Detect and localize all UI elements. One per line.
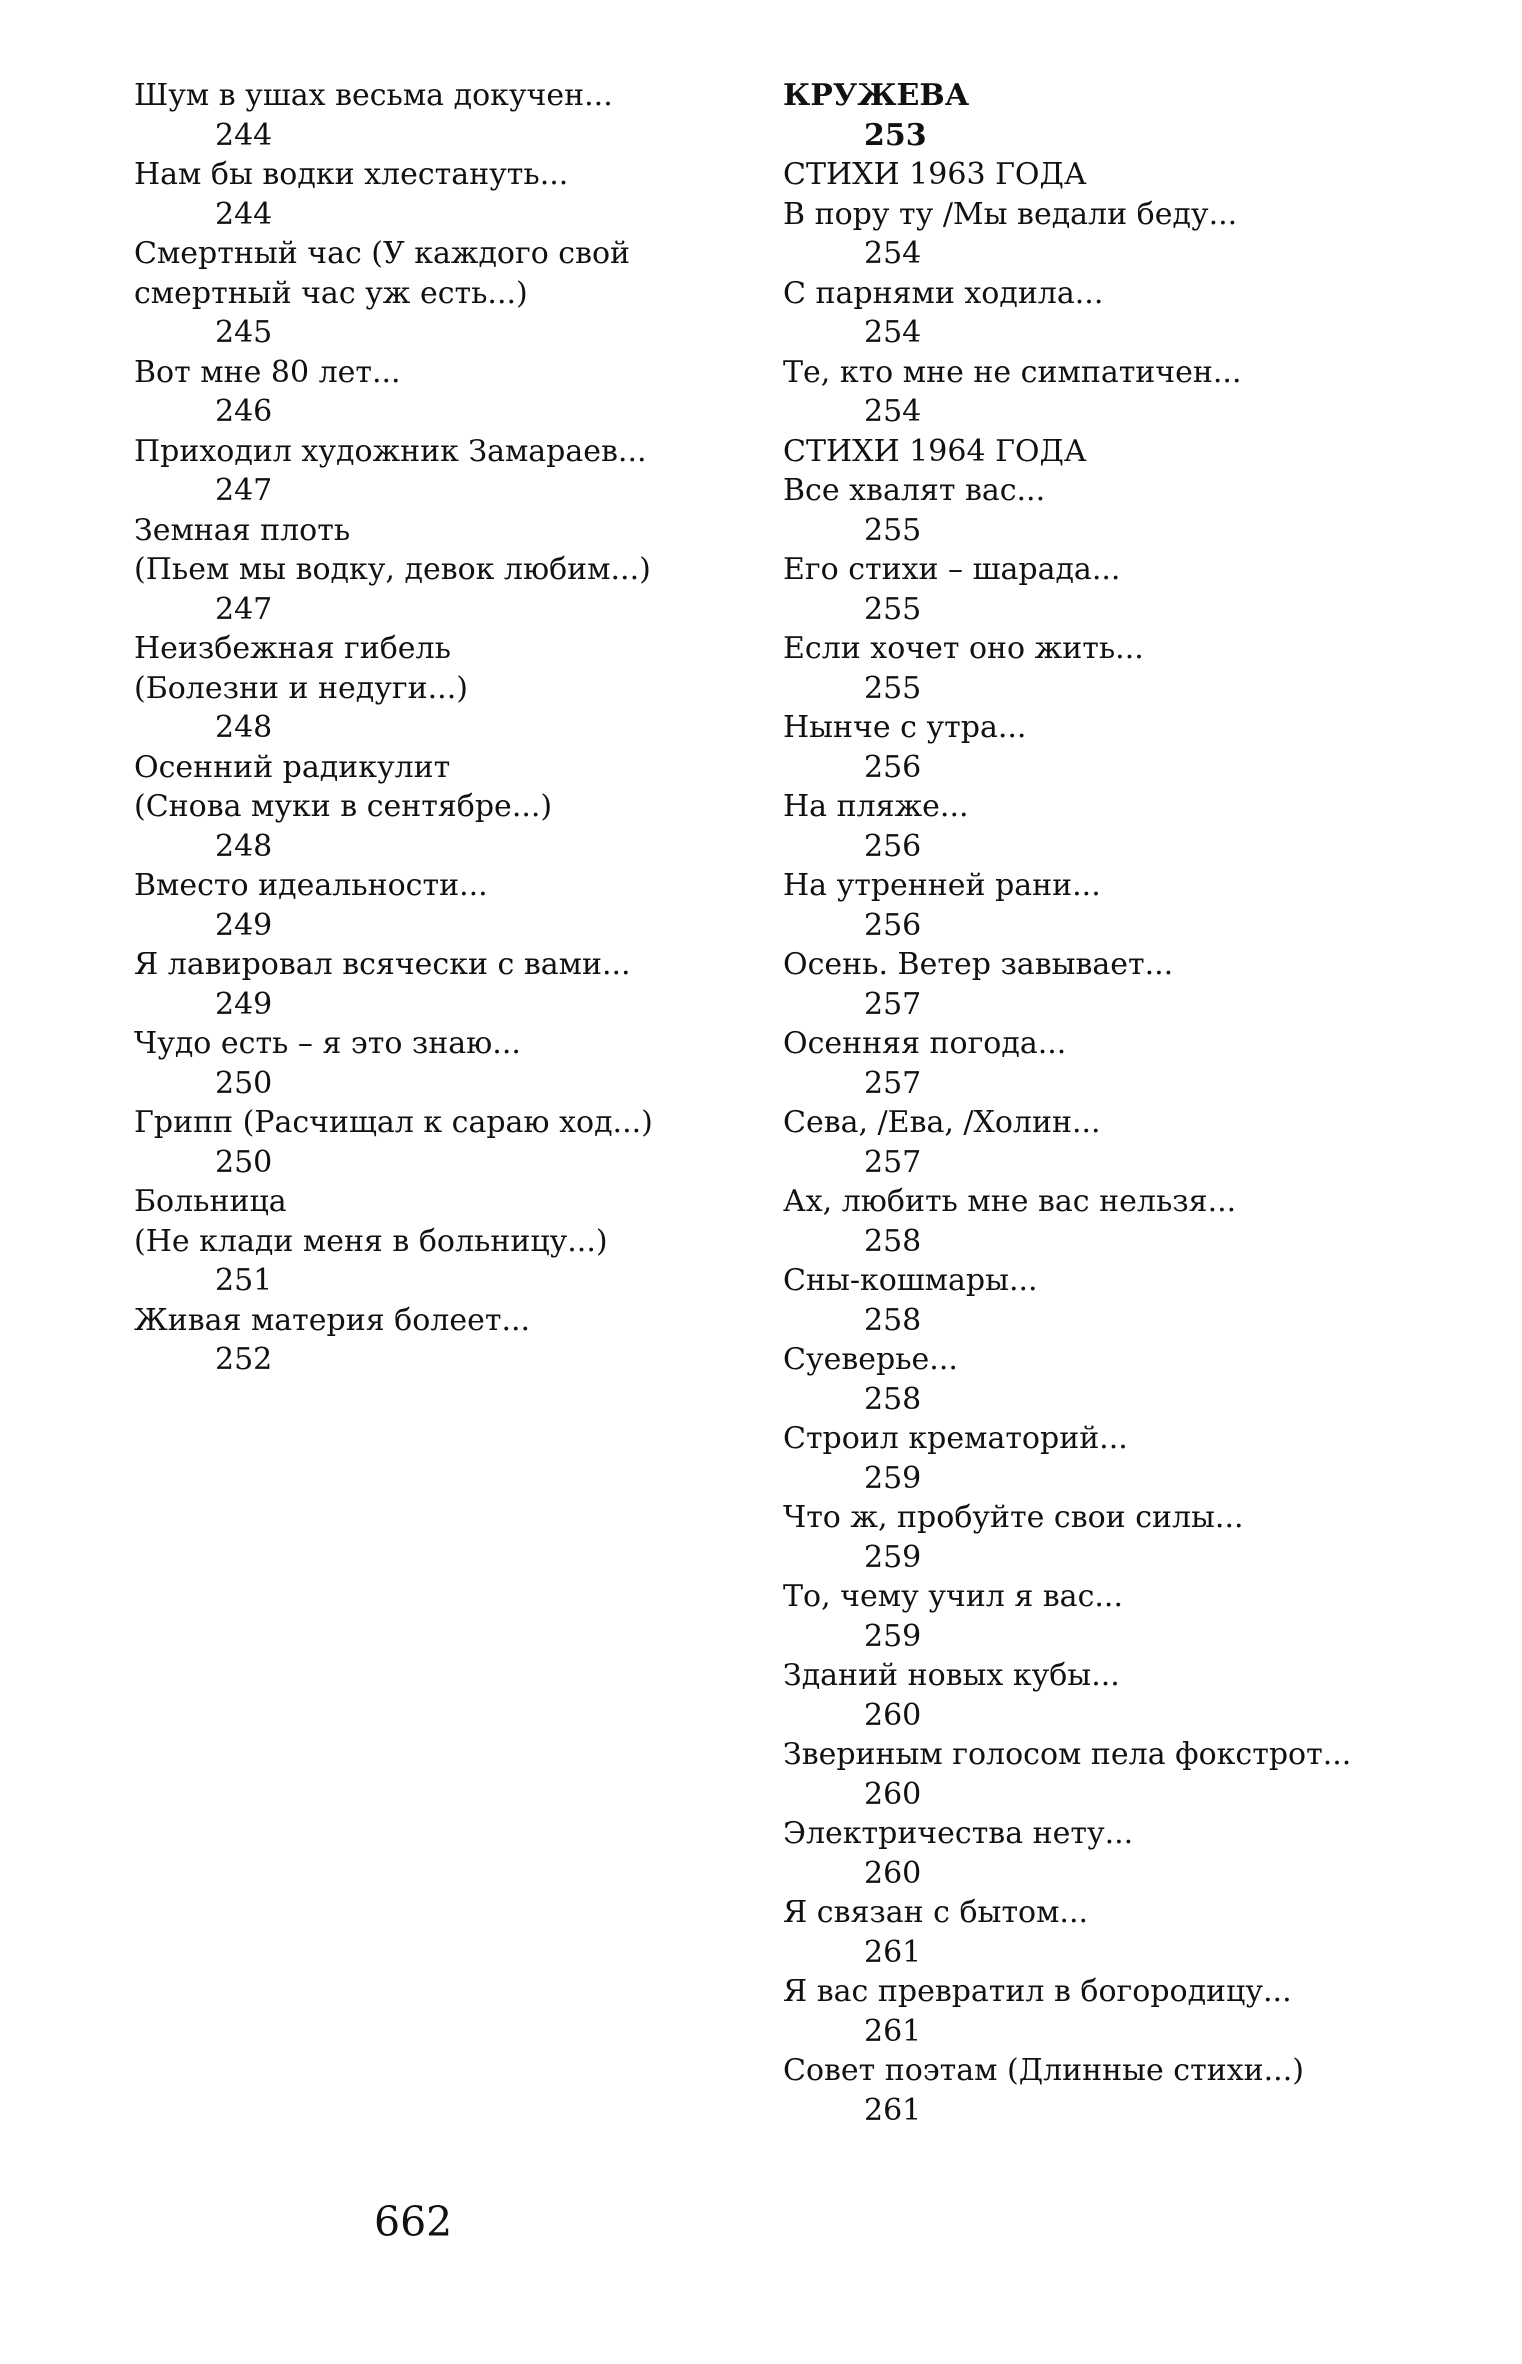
toc-entry-page: 251 [215,1263,273,1298]
toc-entry-title: В пору ту /Мы ведали беду... [783,196,1238,232]
toc-entry-page: 256 [864,828,922,864]
toc-entry-page: 260 [864,1697,922,1733]
toc-entry-title: То, чему учил я вас... [783,1579,1123,1614]
toc-entry-title: Вместо идеальности... [134,868,488,903]
toc-entry [783,353,1423,432]
toc-entry [783,708,1423,787]
toc-entry-title: Я связан с бытом... [783,1895,1089,1930]
toc-entry [134,1103,694,1182]
toc-entry-page: 250 [215,1065,273,1101]
toc-entry-page: 244 [215,117,273,153]
toc-entry-title: Я вас превратил в богородицу... [783,1974,1292,2009]
toc-entry [134,353,694,432]
toc-entry [783,550,1423,629]
toc-entry [783,195,1423,274]
toc-entry-page: 257 [864,986,922,1022]
toc-entry-title: Земная плоть [134,512,351,548]
toc-right-column [783,76,1423,2130]
section-heading: СТИХИ 1963 ГОДА [783,157,1087,192]
toc-entry-page: 247 [215,591,273,627]
toc-entry-title: Электричества нету... [783,1816,1134,1851]
toc-entry [783,274,1423,353]
toc-entry-title: На утренней рани... [783,868,1101,903]
toc-entry [783,1972,1423,2051]
toc-entry [134,511,694,630]
toc-entry [783,1893,1423,1972]
toc-entry [783,1182,1423,1261]
toc-entry-title: (Болезни и недуги...) [134,670,468,706]
toc-entry [783,1656,1423,1735]
toc-entry-title: (Не клади меня в больницу...) [134,1223,608,1259]
toc-entry [134,155,694,234]
toc-entry-title: Смертный час (У каждого свой [134,236,631,271]
toc-entry-title: Приходил художник Замараев... [134,433,647,469]
toc-entry-title: Грипп (Расчищал к сараю ход...) [134,1105,653,1140]
toc-entry-page: 255 [864,512,922,548]
toc-entry-title: (Снова муки в сентябре...) [134,789,553,824]
toc-entry-title: Совет поэтам (Длинные стихи...) [783,2053,1304,2088]
toc-entry-page: 261 [864,2013,922,2049]
toc-entry-page: 256 [864,749,922,785]
toc-entry [783,1340,1423,1419]
toc-entry-page: 260 [864,1776,922,1812]
toc-entry-title: Нынче с утра... [783,710,1027,745]
toc-entry [134,234,694,353]
toc-entry-title: Строил крематорий... [783,1421,1128,1456]
toc-entry-title: Нам бы водки хлестануть... [134,157,569,192]
toc-entry [783,1261,1423,1340]
toc-entry-title: Сны-кошмары... [783,1263,1038,1298]
toc-entry [134,1182,694,1301]
toc-entry [783,1498,1423,1577]
toc-entry-title: Если хочет оно жить... [783,631,1144,666]
toc-entry [783,1814,1423,1893]
toc-entry-page: 259 [864,1539,922,1575]
toc-entry-page: 248 [215,710,273,745]
toc-entry [134,1024,694,1103]
toc-entry-title: Звериным голосом пела фокстрот... [783,1737,1352,1772]
toc-entry-page: 258 [864,1302,922,1338]
toc-entry-page: 259 [864,1460,922,1496]
toc-entry-title: Вот мне 80 лет... [134,354,401,390]
toc-entry [783,1103,1423,1182]
toc-entry-title: Неизбежная гибель [134,631,451,666]
section-heading: СТИХИ 1964 ГОДА [783,433,1087,469]
toc-entry-page: 261 [864,2092,922,2128]
toc-entry-page: 250 [215,1144,273,1180]
toc-entry-title: Шум в ушах весьма докучен... [134,78,613,113]
book-title-page: 253 [864,117,927,153]
toc-entry [783,1419,1423,1498]
toc-entry-title: Сева, /Ева, /Холин... [783,1105,1101,1140]
toc-entry [134,76,694,155]
toc-entry [783,471,1423,550]
toc-entry-page: 255 [864,591,922,627]
toc-entry-title: смертный час уж есть...) [134,275,528,311]
toc-entry-page: 246 [215,394,273,429]
toc-entry-page: 252 [215,1342,273,1377]
toc-entry-page: 249 [215,907,273,943]
toc-entry-title: Суеверье... [783,1342,958,1377]
toc-entry-page: 259 [864,1618,922,1654]
toc-entry-title: Ах, любить мне вас нельзя... [783,1184,1237,1219]
toc-entry [134,748,694,867]
toc-entry-title: Осень. Ветер завывает... [783,947,1174,982]
toc-entry [134,945,694,1024]
toc-entry-page: 255 [864,670,922,706]
toc-entry-title: Осенний радикулит [134,749,451,785]
toc-entry-page: 258 [864,1381,922,1417]
toc-entry [783,1024,1423,1103]
toc-entry-title: Все хвалят вас... [783,473,1046,508]
toc-left-column [134,76,694,1380]
toc-entry-title: (Пьем мы водку, девок любим...) [134,552,651,587]
toc-entry [134,629,694,748]
toc-entry-page: 254 [864,236,922,271]
toc-entry [134,1301,694,1380]
toc-entry [783,1577,1423,1656]
toc-entry-page: 257 [864,1144,922,1180]
toc-entry-page: 260 [864,1855,922,1891]
toc-entry [783,629,1423,708]
toc-entry-page: 257 [864,1065,922,1101]
toc-entry-title: Его стихи – шарада... [783,552,1121,587]
toc-entry-page: 254 [864,315,922,350]
toc-entry-page: 256 [864,907,922,943]
toc-entry [783,866,1423,945]
toc-entry-page: 254 [864,394,922,429]
toc-entry-page: 244 [215,196,273,232]
toc-entry-title: Больница [134,1184,287,1219]
toc-entry-title: Живая материя болеет... [134,1302,531,1338]
toc-entry-title: Что ж, пробуйте свои силы... [783,1500,1244,1535]
toc-entry-title: На пляже... [783,789,969,824]
toc-entry-title: Те, кто мне не симпатичен... [783,354,1242,390]
toc-entry [134,432,694,511]
toc-entry-page: 249 [215,986,273,1022]
page-number: 662 [374,2198,453,2246]
toc-entry [783,945,1423,1024]
toc-entry-page: 261 [864,1934,922,1970]
toc-entry-title: Чудо есть – я это знаю... [134,1026,521,1061]
toc-entry-title: Зданий новых кубы... [783,1658,1120,1693]
toc-entry [783,2051,1423,2130]
toc-entry-page: 248 [215,828,273,864]
toc-entry-page: 247 [215,473,273,508]
toc-entry-page: 245 [215,315,273,350]
toc-entry [783,1735,1423,1814]
book-title: КРУЖЕВА [783,78,970,113]
toc-entry-title: Осенняя погода... [783,1026,1067,1061]
toc-entry-page: 258 [864,1223,922,1259]
toc-entry-title: С парнями ходила... [783,275,1104,311]
toc-entry [134,866,694,945]
toc-entry [783,787,1423,866]
toc-entry-title: Я лавировал всячески с вами... [134,947,631,982]
